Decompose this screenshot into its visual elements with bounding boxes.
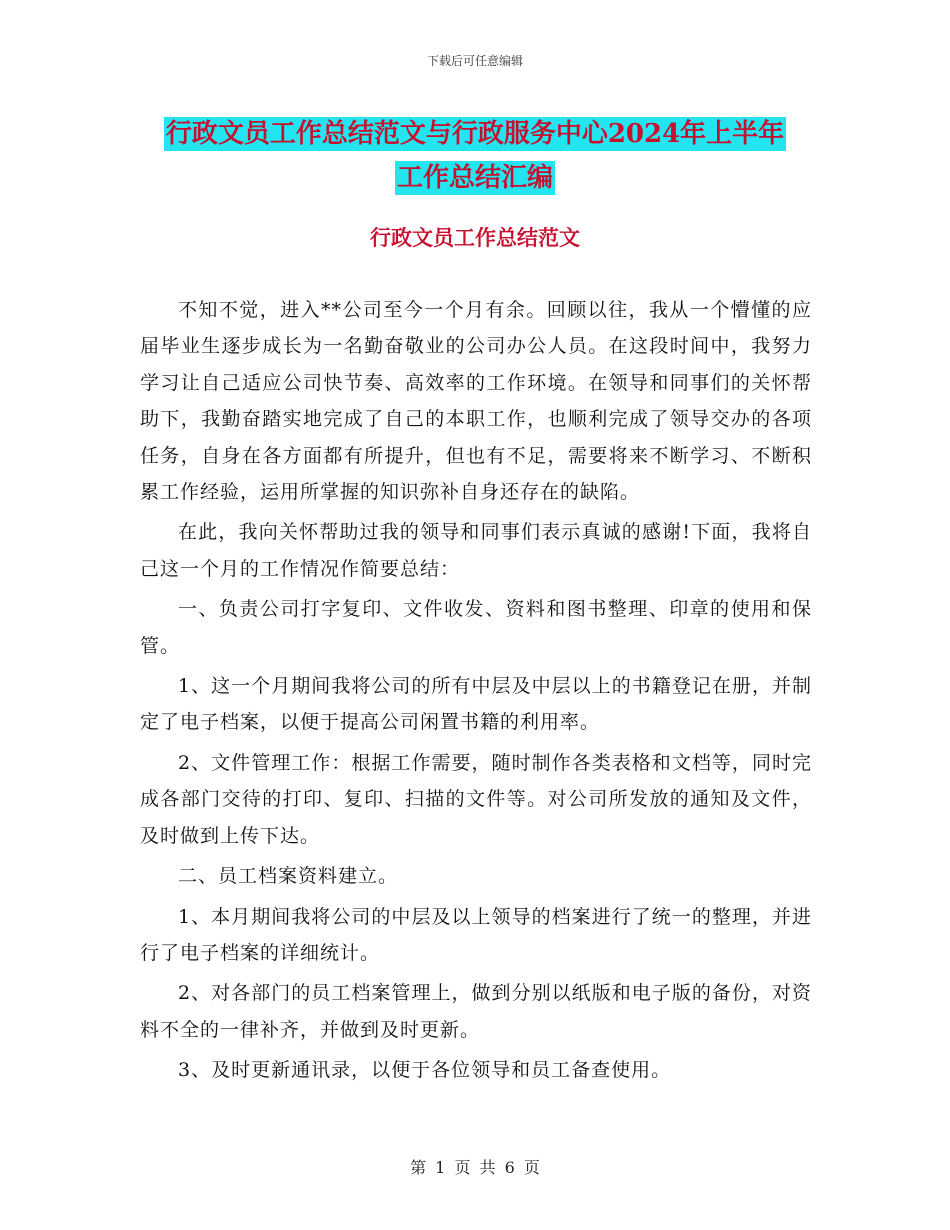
paragraph: 二、员工档案资料建立。 [178,865,399,888]
section-title: 行政文员工作总结范文 [370,225,580,250]
paragraph: 2、文件管理工作：根据工作需要，随时制作各类表格和文档等，同时完成各部门交待的打印、复印、扫描的文件等。对公司所发放的通知及文件，及时做到上传下达。 [140,751,812,847]
paragraph: 不知不觉，进入**公司至今一个月有余。回顾以往，我从一个懵懂的应届毕业生逐步成长为一名勤奋敬业的公司办公人员。在这段时间中，我努力学习让自己适应公司快节奏、高效率的工作环境。在领导和同事们的关怀帮助下，我勤奋踏实地完成了自己的本职工作，也顺利完成了领导交办的各项任务，自身在各方面都有所提升，但也有不足，需要将来不断学习、不断积累工作经验，运用所掌握的知识弥补自身还存在的缺陷。 [140,299,812,504]
document-title-line-1: 行政文员工作总结范文与行政服务中心2024年上半年 [165,119,785,149]
paragraph: 3、及时更新通讯录，以便于各位领导和员工备查使用。 [178,1059,672,1082]
paragraph: 1、这一个月期间我将公司的所有中层及中层以上的书籍登记在册，并制定了电子档案，以便于提高公司闲置书籍的利用率。 [140,675,812,734]
header-note: 下载后可任意编辑 [426,54,523,68]
paragraph: 一、负责公司打字复印、文件收发、资料和图书整理、印章的使用和保管。 [140,598,812,657]
document-title-line-2: 工作总结汇编 [396,163,553,193]
paragraph: 在此，我向关怀帮助过我的领导和同事们表示真诚的感谢!下面，我将自己这一个月的工作情况作简要总结： [140,521,812,580]
page-footer: 第 1 页 共 6 页 [410,1158,540,1177]
document-title [120,112,830,200]
paragraph: 1、本月期间我将公司的中层及以上领导的档案进行了统一的整理，并进行了电子档案的详细统计。 [140,905,812,964]
paragraph: 2、对各部门的员工档案管理上，做到分别以纸版和电子版的备份，对资料不全的一律补齐，并做到及时更新。 [140,982,812,1041]
body-text [140,292,812,1093]
